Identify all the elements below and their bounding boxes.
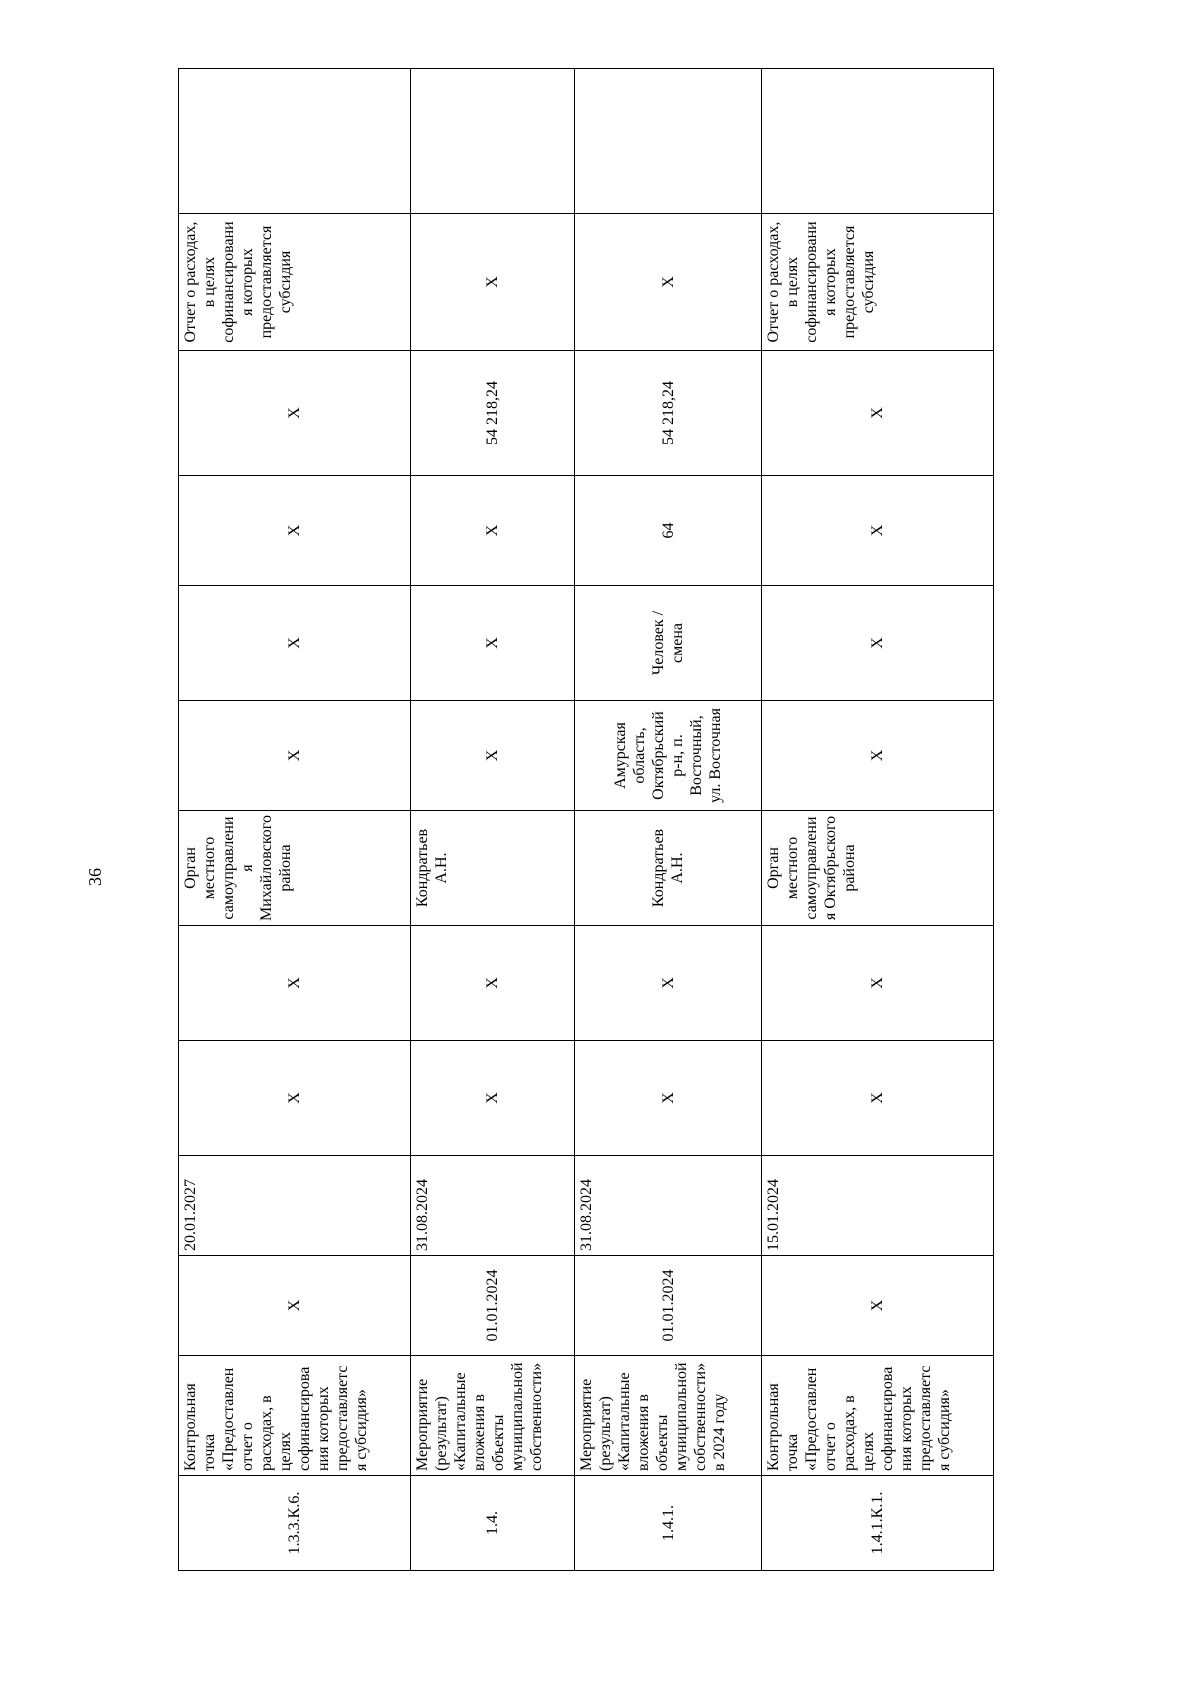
table-row	[179, 69, 411, 1571]
cell-end-date: 20.01.2027	[179, 1156, 411, 1256]
cell-col5: Х	[179, 1041, 411, 1156]
cell-document: Отчет о расходах, в целях софинансирования которых предоставляется субсидия	[761, 214, 993, 351]
cell-end-date: 31.08.2024	[575, 1156, 762, 1256]
cell-end-date: 15.01.2024	[761, 1156, 993, 1256]
cell-value: Х	[179, 476, 411, 586]
cell-amount: Х	[761, 351, 993, 476]
page-number: 36	[84, 868, 105, 886]
cell-code: 1.4.1.	[575, 1476, 762, 1571]
table-row	[575, 69, 762, 1571]
cell-address: Х	[411, 701, 575, 811]
cell-col5: Х	[575, 1041, 762, 1156]
cell-amount: 54 218,24	[411, 351, 575, 476]
cell-last	[575, 69, 762, 214]
cell-responsible: Кондратьев А.Н.	[411, 811, 575, 926]
table-row	[761, 69, 993, 1571]
cell-unit: Человек / смена	[575, 586, 762, 701]
cell-last	[411, 69, 575, 214]
cell-responsible: Кондратьев А.Н.	[575, 811, 762, 926]
cell-name: Мероприятие (результат) «Капитальные вложения в объекты муниципальной собственности» в 2024 году	[575, 1356, 762, 1476]
cell-code: 1.4.	[411, 1476, 575, 1571]
cell-responsible: Орган местного самоуправления Михайловского района	[179, 811, 411, 926]
cell-code: 1.3.3.К.6.	[179, 1476, 411, 1571]
cell-document: Х	[575, 214, 762, 351]
cell-start-date: Х	[179, 1256, 411, 1356]
cell-document: Х	[411, 214, 575, 351]
cell-document: Отчет о расходах, в целях софинансирования которых предоставляется субсидия	[179, 214, 411, 351]
cell-col5: Х	[411, 1041, 575, 1156]
cell-unit: Х	[179, 586, 411, 701]
cell-value: Х	[761, 476, 993, 586]
cell-responsible: Орган местного самоуправления Октябрьского района	[761, 811, 993, 926]
cell-address: Амурская область, Октябрьский р-н, п. Восточный, ул. Восточная	[575, 701, 762, 811]
cell-start-date: 01.01.2024	[411, 1256, 575, 1356]
cell-col6: Х	[761, 926, 993, 1041]
cell-col5: Х	[761, 1041, 993, 1156]
cell-start-date: Х	[761, 1256, 993, 1356]
cell-col6: Х	[179, 926, 411, 1041]
cell-address: Х	[179, 701, 411, 811]
table-row	[411, 69, 575, 1571]
cell-col6: Х	[575, 926, 762, 1041]
cell-amount: Х	[179, 351, 411, 476]
cell-start-date: 01.01.2024	[575, 1256, 762, 1356]
cell-name: Контрольная точка «Предоставлен отчет о расходах, в целях софинансирования которых предоставляется субсидия»	[761, 1356, 993, 1476]
cell-value: 64	[575, 476, 762, 586]
events-table	[178, 68, 994, 1571]
cell-col6: Х	[411, 926, 575, 1041]
cell-unit: Х	[411, 586, 575, 701]
cell-name: Контрольная точка «Предоставлен отчет о расходах, в целях софинансирования которых предоставляется субсидия»	[179, 1356, 411, 1476]
cell-address: Х	[761, 701, 993, 811]
cell-code: 1.4.1.К.1.	[761, 1476, 993, 1571]
cell-value: Х	[411, 476, 575, 586]
cell-end-date: 31.08.2024	[411, 1156, 575, 1256]
cell-amount: 54 218,24	[575, 351, 762, 476]
cell-name: Мероприятие (результат) «Капитальные вложения в объекты муниципальной собственности»	[411, 1356, 575, 1476]
table-wrapper	[178, 69, 994, 1571]
cell-last	[761, 69, 993, 214]
cell-last	[179, 69, 411, 214]
cell-unit: Х	[761, 586, 993, 701]
